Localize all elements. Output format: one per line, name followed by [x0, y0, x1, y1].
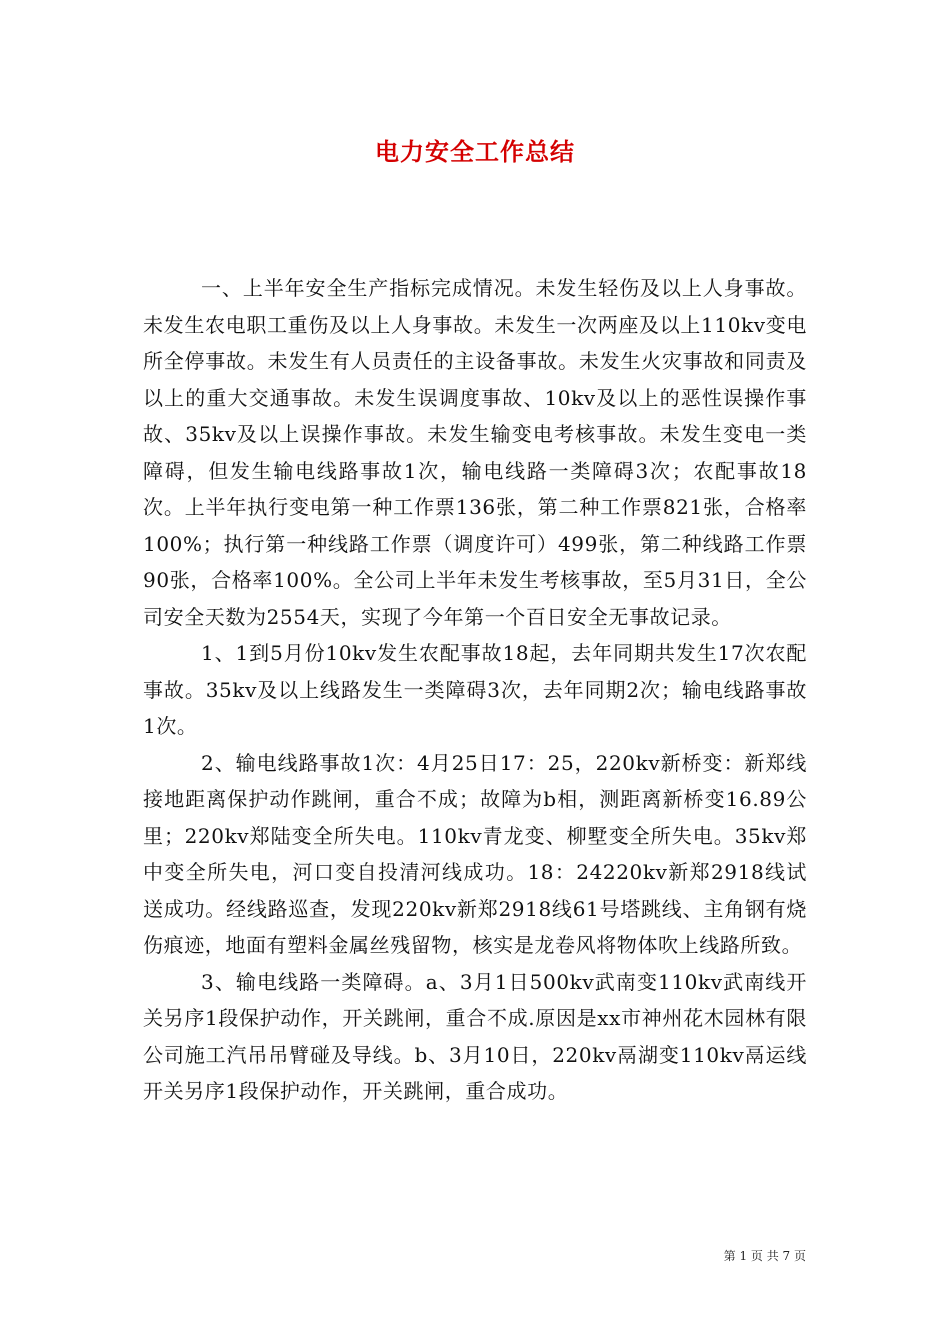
- paragraph-transmission-accident: 2、输电线路事故1次：4月25日17：25，220kv新桥变：新郑线接地距离保护动作跳闸，重合不成；故障为b相，测距离新桥变16.89公里；220kv郑陆变全所失电。110kv青龙变、柳墅变全所失电。35kv郑中变全所失电，河口变自投清河线成功。18：24220kv新郑2918线试送成功。经线路巡查，发现220kv新郑2918线61号塔跳线、主角钢有烧伤痕迹，地面有塑料金属丝残留物，核实是龙卷风将物体吹上线路所致。: [143, 750, 807, 957]
- document-title: 电力安全工作总结: [375, 138, 575, 166]
- paragraph-safety-indicators: 一、上半年安全生产指标完成情况。未发生轻伤及以上人身事故。未发生农电职工重伤及以上人身事故。未发生一次两座及以上110kv变电所全停事故。未发生有人员责任的主设备事故。未发生火灾事故和同责及以上的重大交通事故。未发生误调度事故、10kv及以上的恶性误操作事故、35kv及以上误操作事故。未发生输变电考核事故。未发生变电一类障碍，但发生输电线路事故1次，输电线路一类障碍3次；农配事故18次。上半年执行变电第一种工作票136张，第二种工作票821张，合格率100%；执行第一种线路工作票（调度许可）499张，第二种线路工作票90张，合格率100%。全公司上半年未发生考核事故，至5月31日，全公司安全天数为2554天，实现了今年第一个百日安全无事故记录。: [143, 276, 807, 629]
- paragraph-transmission-faults: 3、输电线路一类障碍。a、3月1日500kv武南变110kv武南线开关另序1段保护动作，开关跳闸，重合不成.原因是xx市神州花木园林有限公司施工汽吊吊臂碰及导线。b、3月10日，220kv鬲湖变110kv鬲运线开关另序1段保护动作，开关跳闸，重合成功。: [143, 969, 807, 1103]
- document-body: [143, 270, 807, 1110]
- paragraph-distribution-accidents: 1、1到5月份10kv发生农配事故18起，去年同期共发生17次农配事故。35kv及以上线路发生一类障碍3次，去年同期2次；输电线路事故1次。: [143, 641, 807, 738]
- page-number: 第 1 页 共 7 页: [723, 1249, 806, 1263]
